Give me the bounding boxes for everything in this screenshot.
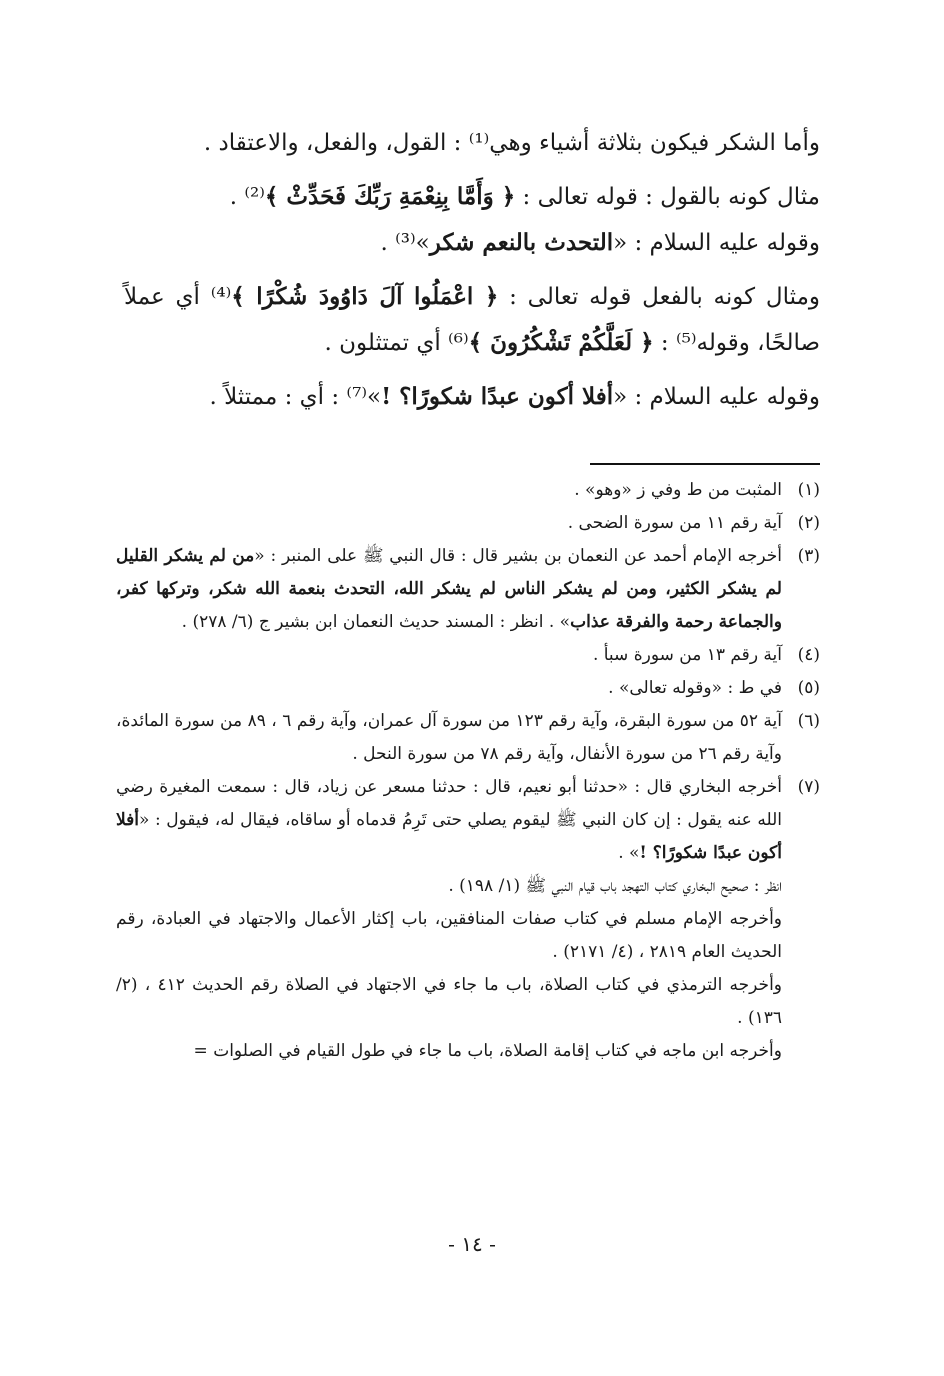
reference-bukhari: انظر : صحيح البخاري كتاب التهجد باب قيام النبي ﷺ (١/ ١٩٨) . <box>448 876 782 896</box>
footnote-text-part: أخرجه البخاري قال : «حدثنا أبو نعيم، قال : حدثنا مسعر عن زياد، قال : سمعت المغيرة رضي الله عنه يقول : إن كان النبي ﷺ ليقوم يصلي حتى تَرِمُ قدماه أو ساقاه، فيقال له، فيقول : « <box>116 777 782 830</box>
quran-quote: ﴿ وَأَمَّا بِنِعْمَةِ رَبِّكَ فَحَدِّثْ ﴾ <box>264 183 516 210</box>
quran-quote: ﴿ اعْمَلُوا آلَ دَاوُودَ شُكْرًا ﴾ <box>231 283 499 310</box>
footnote-number: (١) <box>797 480 820 500</box>
footnote-number: (٥) <box>797 678 820 698</box>
footnote-6 <box>116 705 820 771</box>
footnote-2 <box>116 507 820 540</box>
footnote-text-part: » . انظر : المسند حديث النعمان ابن بشير ج (٦/ ٢٧٨) . <box>181 612 571 632</box>
page-number: - ١٤ - <box>448 1232 496 1256</box>
footnote-1 <box>116 474 820 507</box>
footnote-text <box>116 771 782 870</box>
footnotes <box>116 474 820 1068</box>
footnote-number: (٦) <box>797 711 820 731</box>
footnote-4 <box>116 639 820 672</box>
paragraph-shukr-types <box>124 120 820 166</box>
footnote-text: آية رقم ١١ من سورة الضحى . <box>567 513 782 533</box>
paragraph-text: وأما الشكر فيكون بثلاثة أشياء وهي⁽¹⁾ : القول، والفعل، والاعتقاد . <box>203 130 820 156</box>
paragraph-text: »⁽⁷⁾ : أي : ممتثلاً . <box>209 384 382 410</box>
footnote-ref: »⁽³⁾ . <box>380 230 430 256</box>
quran-quote: ﴿ لَعَلَّكُمْ تَشْكُرُونَ ﴾ <box>468 329 654 356</box>
hadith-quote: التحدث بالنعم شكر <box>429 229 614 256</box>
footnote-7-references <box>116 870 820 1068</box>
reference-tirmidhi: وأخرجه الترمذي في كتاب الصلاة، باب ما جاء في الاجتهاد في الصلاة رقم الحديث ٤١٢ ، (٢/ ١٣٦) . <box>116 975 782 1028</box>
hadith-quote: أفلا أكون عبدًا شكورًا؟ ! <box>381 383 614 410</box>
footnote-number: (٢) <box>797 513 820 533</box>
hadith-quote: من لم يشكر القليل لم يشكر الكثير، ومن لم يشكر الناس لم يشكر الله، التحدث بنعمة الله شكر، وتركها كفر، والجماعة رحمة والفرقة عذاب <box>116 546 782 632</box>
footnote-text: آية رقم ١٣ من سورة سبأ . <box>592 645 782 665</box>
paragraph-text: وقوله عليه السلام : « <box>613 230 820 256</box>
reference-ibn-majah: وأخرجه ابن ماجه في كتاب إقامة الصلاة، باب ما جاء في طول القيام في الصلوات = <box>193 1041 782 1061</box>
footnote-number: (٣) <box>797 546 820 566</box>
hadith-quote: أفلا أكون عبدًا شكورًا؟ ! <box>116 810 782 863</box>
paragraph-saying-example <box>124 174 820 220</box>
paragraph-text: ⁽⁶⁾ أي تمتثلون . <box>324 330 469 356</box>
footnote-text: المثبت من ط وفي ز «وهو» . <box>574 480 782 500</box>
footnote-7 <box>116 771 820 870</box>
paragraph-action-example <box>124 274 820 366</box>
footnote-number: (٤) <box>797 645 820 665</box>
footnote-text <box>116 540 782 639</box>
paragraph-text: وقوله عليه السلام : « <box>613 384 820 410</box>
footnote-text: في ط : «وقوله تعالى» . <box>608 678 782 698</box>
footnote-text-part: » . <box>618 843 640 863</box>
footnote-3 <box>116 540 820 639</box>
main-text <box>124 120 820 428</box>
paragraph-text: مثال كونه بالقول : قوله تعالى : <box>515 184 820 210</box>
footnote-divider <box>590 463 820 465</box>
reference-muslim: وأخرجه الإمام مسلم في كتاب صفات المنافقين، باب إكثار الأعمال والاجتهاد في العبادة، رقم الحديث العام ٢٨١٩ ، (٤/ ٢١٧١) . <box>116 909 782 962</box>
footnote-text: آية ٥٢ من سورة البقرة، وآية رقم ١٢٣ من سورة آل عمران، وآية رقم ٦ ، ٨٩ من سورة المائدة، وآية رقم ٢٦ من سورة الأنفال، وآية رقم ٧٨ من سورة النحل . <box>116 711 782 764</box>
footnote-ref: ⁽²⁾ . <box>229 184 265 210</box>
paragraph-hadith-tahadduth <box>124 220 820 266</box>
footnote-5 <box>116 672 820 705</box>
footnote-number: (٧) <box>797 777 820 797</box>
paragraph-text: ⁽⁴⁾ أي عملاً صالحًا، وقوله⁽⁵⁾ : <box>124 284 820 356</box>
paragraph-hadith-shakur <box>124 374 820 420</box>
paragraph-text: ومثال كونه بالفعل قوله تعالى : <box>498 284 820 310</box>
footnote-text-part: أخرجه الإمام أحمد عن النعمان بن بشير قال : قال النبي ﷺ على المنبر : « <box>254 546 782 566</box>
